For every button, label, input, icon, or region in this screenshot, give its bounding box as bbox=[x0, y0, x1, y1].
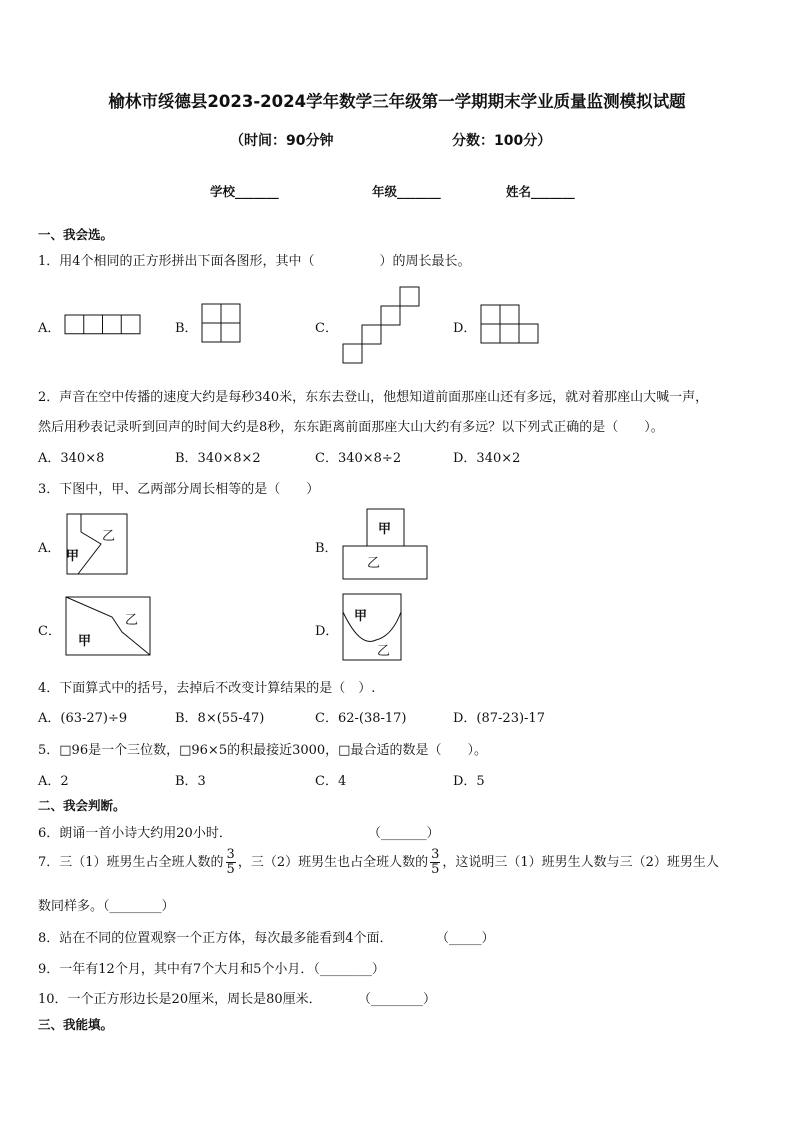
q3-a-yi: 乙 bbox=[102, 529, 116, 544]
q3-option-a-label[interactable]: A． bbox=[38, 541, 61, 556]
q2-option-a[interactable]: A．340×8 bbox=[38, 451, 105, 466]
q2-option-d[interactable]: D．340×2 bbox=[453, 451, 521, 466]
q1-option-c-label[interactable]: C． bbox=[315, 321, 338, 336]
q8-answer-blank[interactable]: （_____） bbox=[436, 931, 495, 946]
q3-figure-b bbox=[343, 509, 427, 579]
question-3: 3．下图中，甲、乙两部分周长相等的是（ ） bbox=[38, 482, 320, 497]
q7-fraction-1: $\frac{3}{5}$ bbox=[226, 847, 235, 877]
question-9[interactable]: 9．一年有12个月，其中有7个大月和5个小月．（________） bbox=[38, 962, 385, 977]
q4-option-a[interactable]: A．(63-27)÷9 bbox=[38, 711, 128, 726]
q3-d-yi: 乙 bbox=[377, 644, 391, 659]
q7-fraction-2: $\frac{3}{5}$ bbox=[431, 847, 440, 877]
question-7-line-2[interactable]: 数同样多。（________） bbox=[38, 899, 175, 914]
q3-figure-d bbox=[343, 594, 401, 660]
question-6: 6．朗诵一首小诗大约用20小时． bbox=[38, 826, 232, 841]
q5-option-b[interactable]: B．3 bbox=[175, 774, 206, 789]
q10-answer-blank[interactable]: （________） bbox=[358, 992, 437, 1007]
grade-field[interactable]: 年级_______ bbox=[372, 184, 441, 199]
q5-option-c[interactable]: C．4 bbox=[315, 774, 347, 789]
q1-figure-c bbox=[343, 287, 419, 363]
question-10: 10．一个正方形边长是20厘米，周长是80厘米． bbox=[38, 992, 322, 1007]
section-3-heading: 三、我能填。 bbox=[38, 1017, 114, 1032]
q3-option-d-label[interactable]: D． bbox=[315, 624, 339, 639]
question-2-line-1: 2．声音在空中传播的速度大约是每秒340米，东东去登山，他想知道前面那座山还有多远，就对着那座山大喊一声， bbox=[38, 390, 709, 405]
q3-c-yi: 乙 bbox=[125, 613, 139, 628]
question-2-line-2: 然后用秒表记录听到回声的时间大约是8秒，东东距离前面那座大山大约有多远？以下列式正确的是（ ）。 bbox=[38, 420, 664, 435]
q1-option-d-label[interactable]: D． bbox=[453, 321, 477, 336]
q7-part-1: 7．三（1）班男生占全班人数的 bbox=[38, 855, 224, 870]
q1-figure-a bbox=[65, 315, 140, 334]
q3-d-jia: 甲 bbox=[354, 609, 368, 624]
q3-b-jia: 甲 bbox=[378, 522, 392, 537]
q3-figure-a bbox=[67, 514, 127, 574]
school-field[interactable]: 学校_______ bbox=[210, 184, 279, 199]
q3-option-b-label[interactable]: B． bbox=[315, 541, 338, 556]
section-1-heading: 一、我会选。 bbox=[38, 227, 114, 242]
question-4: 4．下面算式中的括号，去掉后不改变计算结果的是（ ）. bbox=[38, 681, 376, 696]
name-field[interactable]: 姓名_______ bbox=[506, 184, 575, 199]
q1-figure-b bbox=[202, 304, 240, 342]
q7-part-2: ，三（2）班男生也占全班人数的 bbox=[237, 855, 429, 870]
section-2-heading: 二、我会判断。 bbox=[38, 798, 126, 813]
q3-option-c-label[interactable]: C． bbox=[38, 624, 61, 639]
q2-option-b[interactable]: B．340×8×2 bbox=[175, 451, 261, 466]
q4-option-b[interactable]: B．8×(55-47) bbox=[175, 711, 265, 726]
q4-option-c[interactable]: C．62-(38-17) bbox=[315, 711, 407, 726]
question-7-line-1 bbox=[38, 848, 719, 878]
page-title: 榆林市绥德县2023-2024学年数学三年级第一学期期末学业质量监测模拟试题 bbox=[108, 92, 686, 111]
q4-option-d[interactable]: D．(87-23)-17 bbox=[453, 711, 545, 726]
q3-c-jia: 甲 bbox=[78, 634, 92, 649]
exam-time: （时间：90分钟 bbox=[230, 133, 334, 149]
question-5: 5．□96是一个三位数，□96×5的积最接近3000，□最合适的数是（ ）。 bbox=[38, 743, 487, 758]
q6-answer-blank[interactable]: （_______） bbox=[368, 826, 440, 841]
q1-option-a-label[interactable]: A． bbox=[38, 321, 61, 336]
q1-option-b-label[interactable]: B． bbox=[175, 321, 198, 336]
question-1: 1．用4个相同的正方形拼出下面各图形，其中（ ）的周长最长。 bbox=[38, 254, 471, 269]
q1-figure-d bbox=[481, 305, 538, 343]
exam-score: 分数：100分） bbox=[452, 133, 552, 149]
q3-a-jia: 甲 bbox=[66, 549, 80, 564]
question-8: 8．站在不同的位置观察一个正方体，每次最多能看到4个面． bbox=[38, 931, 393, 946]
q5-option-a[interactable]: A．2 bbox=[38, 774, 69, 789]
q2-option-c[interactable]: C．340×8÷2 bbox=[315, 451, 402, 466]
q7-part-3: ，这说明三（1）班男生人数与三（2）班男生人 bbox=[442, 855, 719, 870]
q3-b-yi: 乙 bbox=[367, 556, 381, 571]
q5-option-d[interactable]: D．5 bbox=[453, 774, 485, 789]
